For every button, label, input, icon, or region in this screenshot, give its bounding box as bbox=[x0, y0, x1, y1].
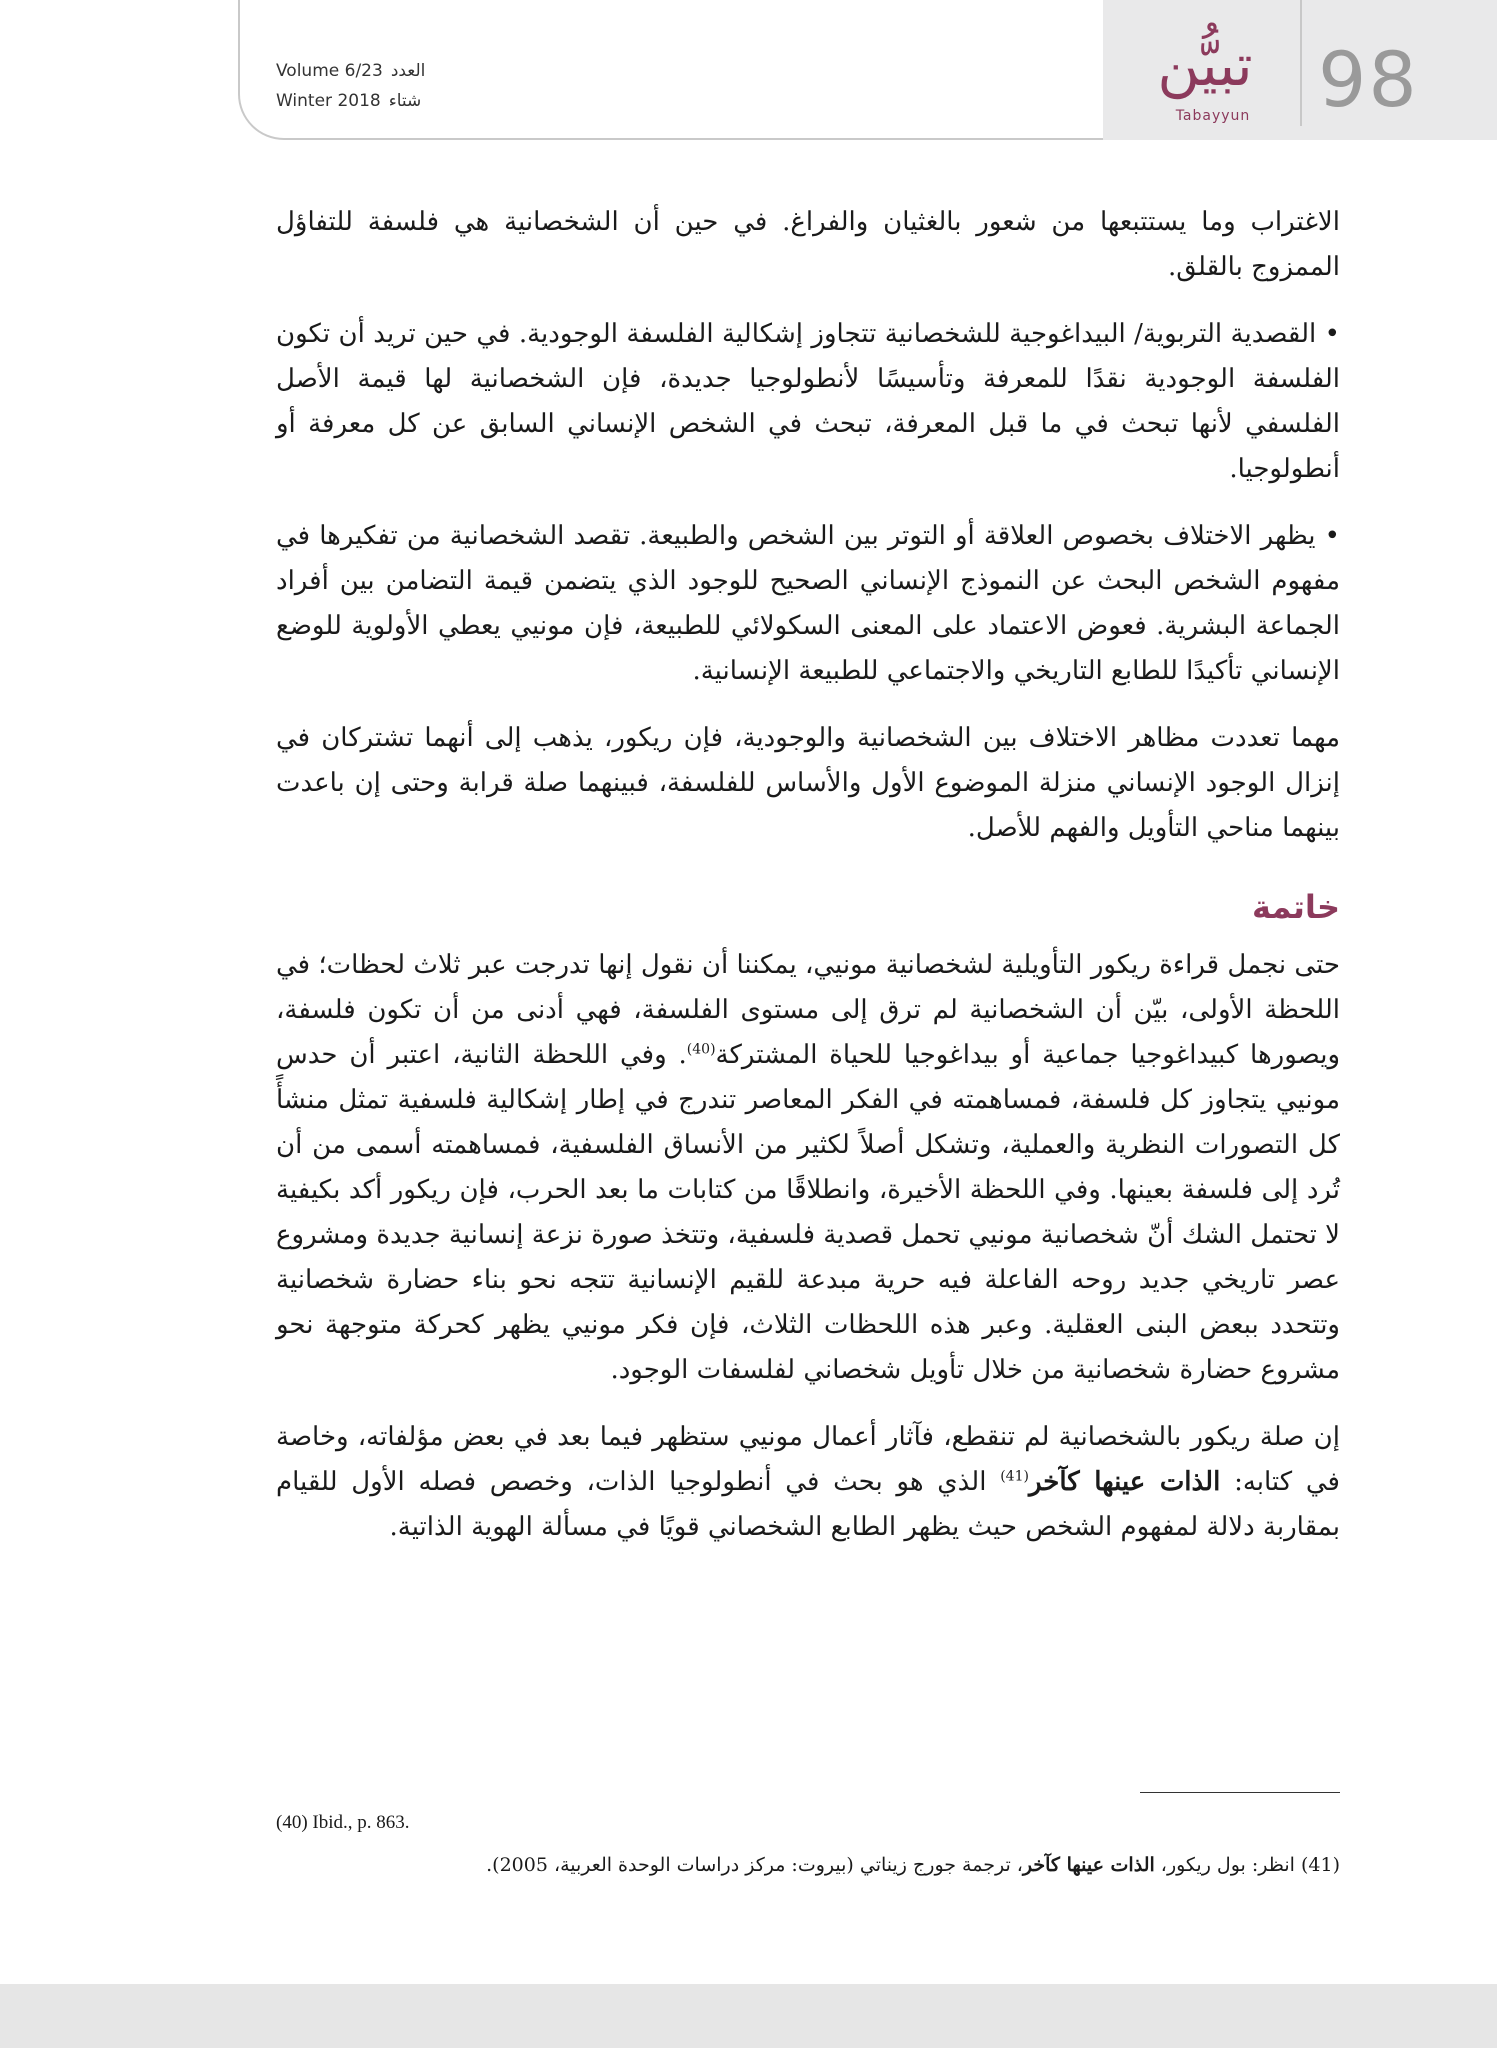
volume-line bbox=[276, 58, 433, 84]
bullet-paragraph-2: • القصدية التربوية/ البيداغوجية للشخصانية تتجاوز إشكالية الفلسفة الوجودية. في حين تريد أن تكون الفلسفة الوجودية نقدًا للمعرفة وتأسيسًا لأنطولوجيا جديدة، فإن الشخصانية لها قيمة الأصل الفلسفي لأنها تبحث في ما قبل المعرفة، تبحث في الشخص الإنساني السابق عن كل معرفة أو أنطولوجيا. bbox=[276, 312, 1340, 492]
section-heading-conclusion: خاتمة bbox=[1252, 888, 1340, 926]
season-line bbox=[276, 88, 429, 114]
paragraph-1: الاغتراب وما يستتبعها من شعور بالغثيان والفراغ. في حين أن الشخصانية هي فلسفة للتفاؤل الممزوج بالقلق. bbox=[276, 207, 1340, 282]
journal-logo-latin: Tabayyun bbox=[1175, 108, 1251, 124]
paragraph-6 bbox=[276, 1415, 1340, 1550]
footer-band bbox=[0, 1984, 1497, 2048]
footnote-41-post: ، ترجمة جورج زيناتي (بيروت: مركز دراسات الوحدة العربية، 2005). bbox=[486, 1854, 1023, 1876]
footnote-41 bbox=[276, 1850, 1340, 1880]
season-en: Winter 2018 bbox=[276, 91, 381, 111]
paragraph-5-part-b: . وفي اللحظة الثانية، اعتبر أن حدس مونيي يتجاوز كل فلسفة، فمساهمته في الفكر المعاصر تندرج في إطار إشكالية فلسفية تمثل منشأً كل التصورات النظرية والعملية، وتشكل أصلاً لكثير من الأنساق الفلسفية، فمساهمته أسمى من أن تُرد إلى فلسفة بعينها. وفي اللحظة الأخيرة، وانطلاقًا من كتابات ما بعد الحرب، فإن ريكور أكد بكيفية لا تحتمل الشك أنّ شخصانية مونيي تحمل قصدية فلسفية، وتتخذ صورة نزعة إنسانية جديدة ومشروع عصر تاريخي جديد روحه الفاعلة فيه حرية مبدعة للقيم الإنسانية تتجه نحو بناء حضارة شخصانية وتتحدد ببعض البنى العقلية. وعبر هذه اللحظات الثلاث، فإن فكر مونيي يظهر كحركة متوجهة نحو مشروع حضارة شخصانية من خلال تأويل شخصاني لفلسفات الوجود. bbox=[276, 1040, 1340, 1385]
page-number: 98 bbox=[1318, 35, 1419, 124]
journal-logo: تبيُّن bbox=[1157, 31, 1253, 99]
paragraph-6-part-b: الذي هو بحث في أنطولوجيا الذات، وخصص فصله الأول للقيام بمقاربة دلالة لمفهوم الشخص حيث يظهر الطابع الشخصاني قويًا في مسألة الهوية الذاتية. bbox=[276, 1467, 1340, 1542]
paragraph-5-part-a: حتى نجمل قراءة ريكور التأويلية لشخصانية مونيي، يمكننا أن نقول إنها تدرجت عبر ثلاث لحظات؛ في اللحظة الأولى، بيّن أن الشخصانية لم ترق إلى مستوى الفلسفة، فهي أدنى من أن تكون فلسفة، ويصورها كبيداغوجيا جماعية أو بيداغوجيا للحياة المشتركة bbox=[276, 950, 1340, 1070]
footnote-40: (40) Ibid., p. 863. bbox=[276, 1812, 410, 1833]
season-ar: شتاء bbox=[388, 91, 422, 111]
paragraph-5 bbox=[276, 943, 1340, 1393]
book-title: الذات عينها كآخر bbox=[1028, 1467, 1221, 1497]
paragraph-6-part-a: إن صلة ريكور بالشخصانية لم تنقطع، فآثار أعمال مونيي ستظهر فيما بعد في بعض مؤلفاته، وخاصة في كتابه: bbox=[276, 1422, 1340, 1497]
paragraph-4: مهما تعددت مظاهر الاختلاف بين الشخصانية والوجودية، فإن ريكور، يذهب إلى أنهما تشتركان في إنزال الوجود الإنساني منزلة الموضوع الأول والأساس للفلسفة، فبينهما صلة قرابة وحتى إن باعدت بينهما مناحي التأويل والفهم للأصل. bbox=[276, 723, 1340, 843]
footnote-ref-40[interactable]: (40) bbox=[686, 1041, 716, 1058]
bullet-paragraph-3: • يظهر الاختلاف بخصوص العلاقة أو التوتر بين الشخص والطبيعة. تقصد الشخصانية من تفكيرها في مفهوم الشخص البحث عن النموذج الإنساني الصحيح للوجود الذي يتضمن قيمة التضامن بين أفراد الجماعة البشرية. فعوض الاعتماد على المعنى السكولائي للطبيعة، فإن مونيي يعطي الأولوية للوضع الإنساني تأكيدًا للطابع التاريخي والاجتماعي للطبيعة الإنسانية. bbox=[276, 514, 1340, 694]
article-body bbox=[276, 200, 1340, 1572]
page-number-divider bbox=[1300, 0, 1302, 126]
footnote-rule bbox=[1140, 1792, 1340, 1793]
footnote-ref-41[interactable]: (41) bbox=[1000, 1468, 1029, 1485]
footnote-41-pre: انظر: بول ريكور، bbox=[1154, 1854, 1295, 1876]
footnote-41-number: (41) bbox=[1300, 1854, 1340, 1876]
volume-en: Volume 6/23 bbox=[276, 61, 383, 81]
volume-ar: العدد bbox=[390, 61, 426, 81]
footnote-41-book: الذات عينها كآخر bbox=[1022, 1854, 1155, 1876]
